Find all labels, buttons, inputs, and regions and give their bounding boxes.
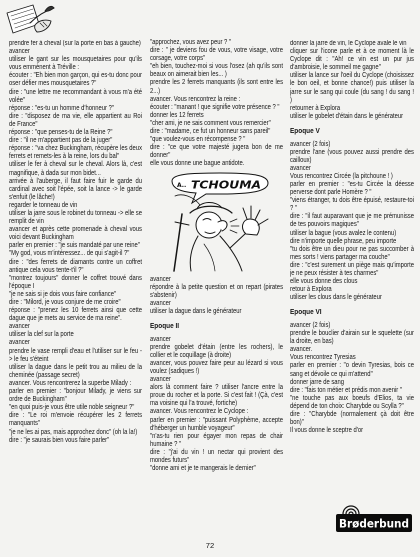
walkthrough-line: dire : "madame, ce fut un honneur sans pareil" <box>150 128 271 136</box>
walkthrough-line: utiliser le fer à cheval sur le cheval. Alors là, c'est magnifique, à dada sur mon bidet... <box>9 161 142 177</box>
walkthrough-line: prendre le vase rempli d'eau et l'utiliser sur le feu -> le feu s'éteint <box>9 347 142 363</box>
walkthrough-text-middle-top <box>150 39 283 169</box>
walkthrough-line: dire : "il ne m'appartient pas de la juger" <box>9 137 113 145</box>
walkthrough-line: prendre gobelet d'étain (entre les rochers), le collier et le coquillage (à droite) <box>150 343 283 359</box>
epoque-heading: Epoque V <box>290 125 320 135</box>
page-number: 72 <box>205 541 215 550</box>
walkthrough-line: elle vous donne des clous <box>290 278 358 286</box>
walkthrough-line: avancer. <box>290 346 313 354</box>
walkthrough-line: avancer, vous pouvez faire peur au lézard si vous voulez (sadiques !) <box>150 359 283 375</box>
walkthrough-line: réponse : "que penses-tu de la Reine ?" <box>9 129 113 137</box>
walkthrough-line: avancer. Vous rencontrez le Cyclope : <box>150 408 249 416</box>
broderbund-logo-graphic <box>336 503 412 533</box>
walkthrough-line: dire : "ce que votre majesté jugera bon de me donner" <box>150 144 283 160</box>
speech-bubble <box>172 173 268 203</box>
walkthrough-line: dire : "fais ton métier et prédis mon avenir " <box>290 386 402 394</box>
walkthrough-line: "approchez, vous avez peur ? " <box>150 39 232 46</box>
walkthrough-line: utiliser la dague dans le générateur <box>150 307 242 315</box>
column-right <box>290 40 414 552</box>
walkthrough-line: utiliser la jarre sous le robinet du tonneau -> elle se remplit de vin <box>9 209 142 226</box>
walkthrough-line: "tu dois être un dieu pour ne pas succomber à mes sorts ! viens partager ma couche" <box>290 245 414 261</box>
walkthrough-line: cliquer sur l'icone parle et à ce moment là le Cyclope dit : "Ah! ce vin est un pur jus d'ambroisie, le sommeil me gagne" <box>290 48 414 72</box>
walkthrough-line: écouter : "manant ! que signifie votre présence ? " <box>150 103 280 111</box>
walkthrough-line: "n'as-tu rien pour égayer mon repas de chair humaine ? " <box>150 432 283 448</box>
quill-hand-drawing <box>4 2 56 38</box>
walkthrough-line: avancer. Vous rencontrez la reine : <box>150 95 241 103</box>
walkthrough-line: réponse : "es-tu un homme d'honneur ?" <box>9 104 114 112</box>
walkthrough-line: dire : "Le roi m'envoie récupérer les 2 ferrets manquants" <box>9 412 142 428</box>
sneeze-cartoon <box>160 172 278 272</box>
walkthrough-line: avancer. Vous rencontrerez la superbe Milady : <box>9 379 132 387</box>
walkthrough-line: retourner à Explora <box>290 104 341 112</box>
walkthrough-line: Il vous donne le sceptre d'or <box>290 427 364 435</box>
column-middle <box>150 39 283 539</box>
walkthrough-line: dire : "c'est surement un piège mais qu'importe je ne peux résister à tes charmes" <box>290 261 414 278</box>
walkthrough-line: avancer et après cette promenade à cheval vous voici devant Buckingham <box>9 226 142 242</box>
walkthrough-line: dire : " je deviens fou de vous, votre visage, votre corsage, votre corps" <box>150 47 283 63</box>
walkthrough-line: dire : "il faut auparavant que je me prémunisse de tes pouvoirs magiques" <box>290 213 414 229</box>
epoque-heading: Epoque II <box>150 320 180 330</box>
walkthrough-line: donner jarre de sang <box>290 378 345 386</box>
walkthrough-line: donner la jarre de vin, le Cyclope avale le vin <box>290 40 407 47</box>
walkthrough-line: avancer <box>150 335 171 343</box>
walkthrough-line: parler en premier : "es-tu Circée la déesse perverse dont parle Homère ? " <box>290 181 414 197</box>
column-left <box>9 40 142 554</box>
walkthrough-line: utiliser la lance sur l'oeil du Cyclope (choisissez le bon oeil, et bonne chance!) puis utiliser la jarre sur le sang qui coule (du sang ! du sang ! ) <box>290 72 414 104</box>
walkthrough-line: parler en premier : "je suis mandaté par une reine" <box>9 242 140 250</box>
walkthrough-line: "eh bien, touchez-moi si vous l'osez (ah qu'ils sont beaux on aimerait bien les... ) <box>150 63 283 79</box>
epoque-heading: Epoque VI <box>290 307 322 317</box>
walkthrough-line: utiliser le gant sur les mousquetaires pour qu'ils vous emmènent à Tréville : <box>9 56 142 72</box>
walkthrough-line: parler en premier : "bonjour Milady, je viens sur ordre de Buckingham" <box>9 388 142 404</box>
walkthrough-line: avancer <box>9 339 30 347</box>
speech-bubble-text: TCHOUMA <box>191 178 261 191</box>
walkthrough-line: parler en premier : "puissant Polyphème, accepte d'héberger un humble voyageur" <box>150 416 283 432</box>
walkthrough-line: "donne ami et je te mangerais le dernier" <box>150 465 256 473</box>
logo-wordmark: Brøderbund <box>339 516 409 531</box>
walkthrough-line: avancer <box>150 299 171 307</box>
walkthrough-line: alors là comment faire ? utiliser l'ancre entre la proue du rocher et la porte. Si c'est fait ! (Çà, c'est ma voisine qui l'a trouvé, fortiche) <box>150 384 283 408</box>
walkthrough-line: prendre le bouclier d'airain sur le squelette (sur la droite, en bas) <box>290 330 414 346</box>
walkthrough-line: "ne touche pas aux boeufs d'Elios, ta vie dépend de ton choix: Charybde ou Scylla ?" <box>290 394 414 410</box>
walkthrough-line: dire : "disposez de ma vie, elle appartient au Roi de France" <box>9 112 142 128</box>
walkthrough-line: "cher ami, je ne sais comment vous remercier" <box>150 119 271 127</box>
walkthrough-line: "viens étranger, tu dois être épuisé, restaure-toi ? " <box>290 197 414 213</box>
walkthrough-line: elle vous donne une bague antidote. <box>150 160 245 168</box>
walkthrough-text-left <box>9 40 142 445</box>
walkthrough-line: avancer <box>150 275 171 283</box>
walkthrough-line: prendre les 2 ferrets manquants (ils sont entre les 2...) <box>150 79 283 95</box>
walkthrough-line: donner les 12 ferrets <box>150 111 204 119</box>
walkthrough-text-right <box>290 40 414 435</box>
walkthrough-line: prendre fer à cheval (sur la porte en bas à gauche) <box>9 40 141 47</box>
quill-hand-icon <box>4 2 56 38</box>
walkthrough-line: "je ne sais si je dois vous faire confiance" <box>9 290 117 298</box>
walkthrough-line: "en quoi puis-je vous être utile noble seigneur ?" <box>9 404 135 412</box>
walkthrough-line: "que voulez-vous en récompense ? " <box>150 136 246 144</box>
walkthrough-line: répondre à la petite question et on repart (pirates s'abstenir) <box>150 283 283 299</box>
walkthrough-line: avancer <box>290 164 311 172</box>
walkthrough-line: avancer <box>150 376 171 384</box>
musketeer-figure <box>174 194 268 270</box>
walkthrough-line: utiliser la dague dans le petit trou au milieu de la cheminée (passage secret) <box>9 363 142 379</box>
speech-bubble-prefix: A.. <box>177 181 187 189</box>
walkthrough-text-middle-bottom <box>150 276 283 474</box>
sneezing-musketeer-icon <box>160 172 278 272</box>
walkthrough-line: prendre l'ane (vous pouvez aussi prendre des cailloux) <box>290 148 414 164</box>
walkthrough-line: avancer <box>9 323 30 331</box>
walkthrough-line: arrivée à l'auberge, il faut faire fuir le garde du cardinal avec soit l'épée, soit la lance -> le garde s'enfuit (le lâche!) <box>9 177 142 201</box>
walkthrough-line: dire : "des ferrets de diamants contre un coffret antique cela vous tente-t'il ?" <box>9 258 142 274</box>
walkthrough-line: dire : "Charybde (normalement çà doit être bon)" <box>290 411 414 427</box>
walkthrough-line: dire : "je saurais bien vous faire parler" <box>9 436 110 444</box>
walkthrough-line: dire n'importe quelle phrase, peu importe <box>290 237 397 245</box>
walkthrough-line: "je ne les ai pas, mais approchez donc" (oh la la!) <box>9 428 138 436</box>
walkthrough-line: dire : "une lettre me recommandant à vous m'a été volée" <box>9 88 142 104</box>
walkthrough-line: Vous rencontrez Tyresias <box>290 354 356 362</box>
walkthrough-line: utiliser les clous dans le générateur <box>290 294 382 302</box>
walkthrough-line: réponse : "va chez Buckingham, récupère les deux ferrets et remets-les à la reine, lors du bal" <box>9 145 142 161</box>
walkthrough-line: réponse : "prenez les 10 ferrets ainsi que cette dague que je mets au service de ma reine". <box>9 307 142 323</box>
walkthrough-line: avancer <box>9 48 30 56</box>
rainbow-icon <box>343 506 359 514</box>
walkthrough-line: avancer (2 fois) <box>290 140 331 148</box>
walkthrough-line: parler en premier : "o devin Tyresias, bois ce sang et dévoile ce qui m'attend" <box>290 362 414 378</box>
walkthrough-line: "My god, vous m'intéressez... de qui s'agit-il ?" <box>9 250 130 258</box>
broderbund-logo <box>336 503 412 533</box>
walkthrough-line: dire : "Milord, je vous conjure de me croire" <box>9 299 121 306</box>
walkthrough-line: utiliser le gobelet d'étain dans le générateur <box>290 112 404 120</box>
walkthrough-line: écouter : "Eh bien mon garçon, qui es-tu donc pour oser défier mes mousquetaires ?" <box>9 72 142 88</box>
walkthrough-line: regarder le tonneau de vin <box>9 201 78 209</box>
walkthrough-line: dire : "j'ai du vin ! un nectar qui provient des mondes futurs" <box>150 448 283 464</box>
walkthrough-line: utiliser la clef sur la porte <box>9 331 74 339</box>
walkthrough-line: Vous rencontrez Circée (la pitchoune ! ) <box>290 172 393 180</box>
walkthrough-line: "montrez toujours" donner le coffret trouvé dans l'époque I <box>9 274 142 290</box>
walkthrough-line: avancer (2 fois) <box>290 322 331 329</box>
walkthrough-line: utiliser la bague (vous avalez le contenu) <box>290 229 397 237</box>
walkthrough-line: retour à Explora <box>290 286 332 294</box>
